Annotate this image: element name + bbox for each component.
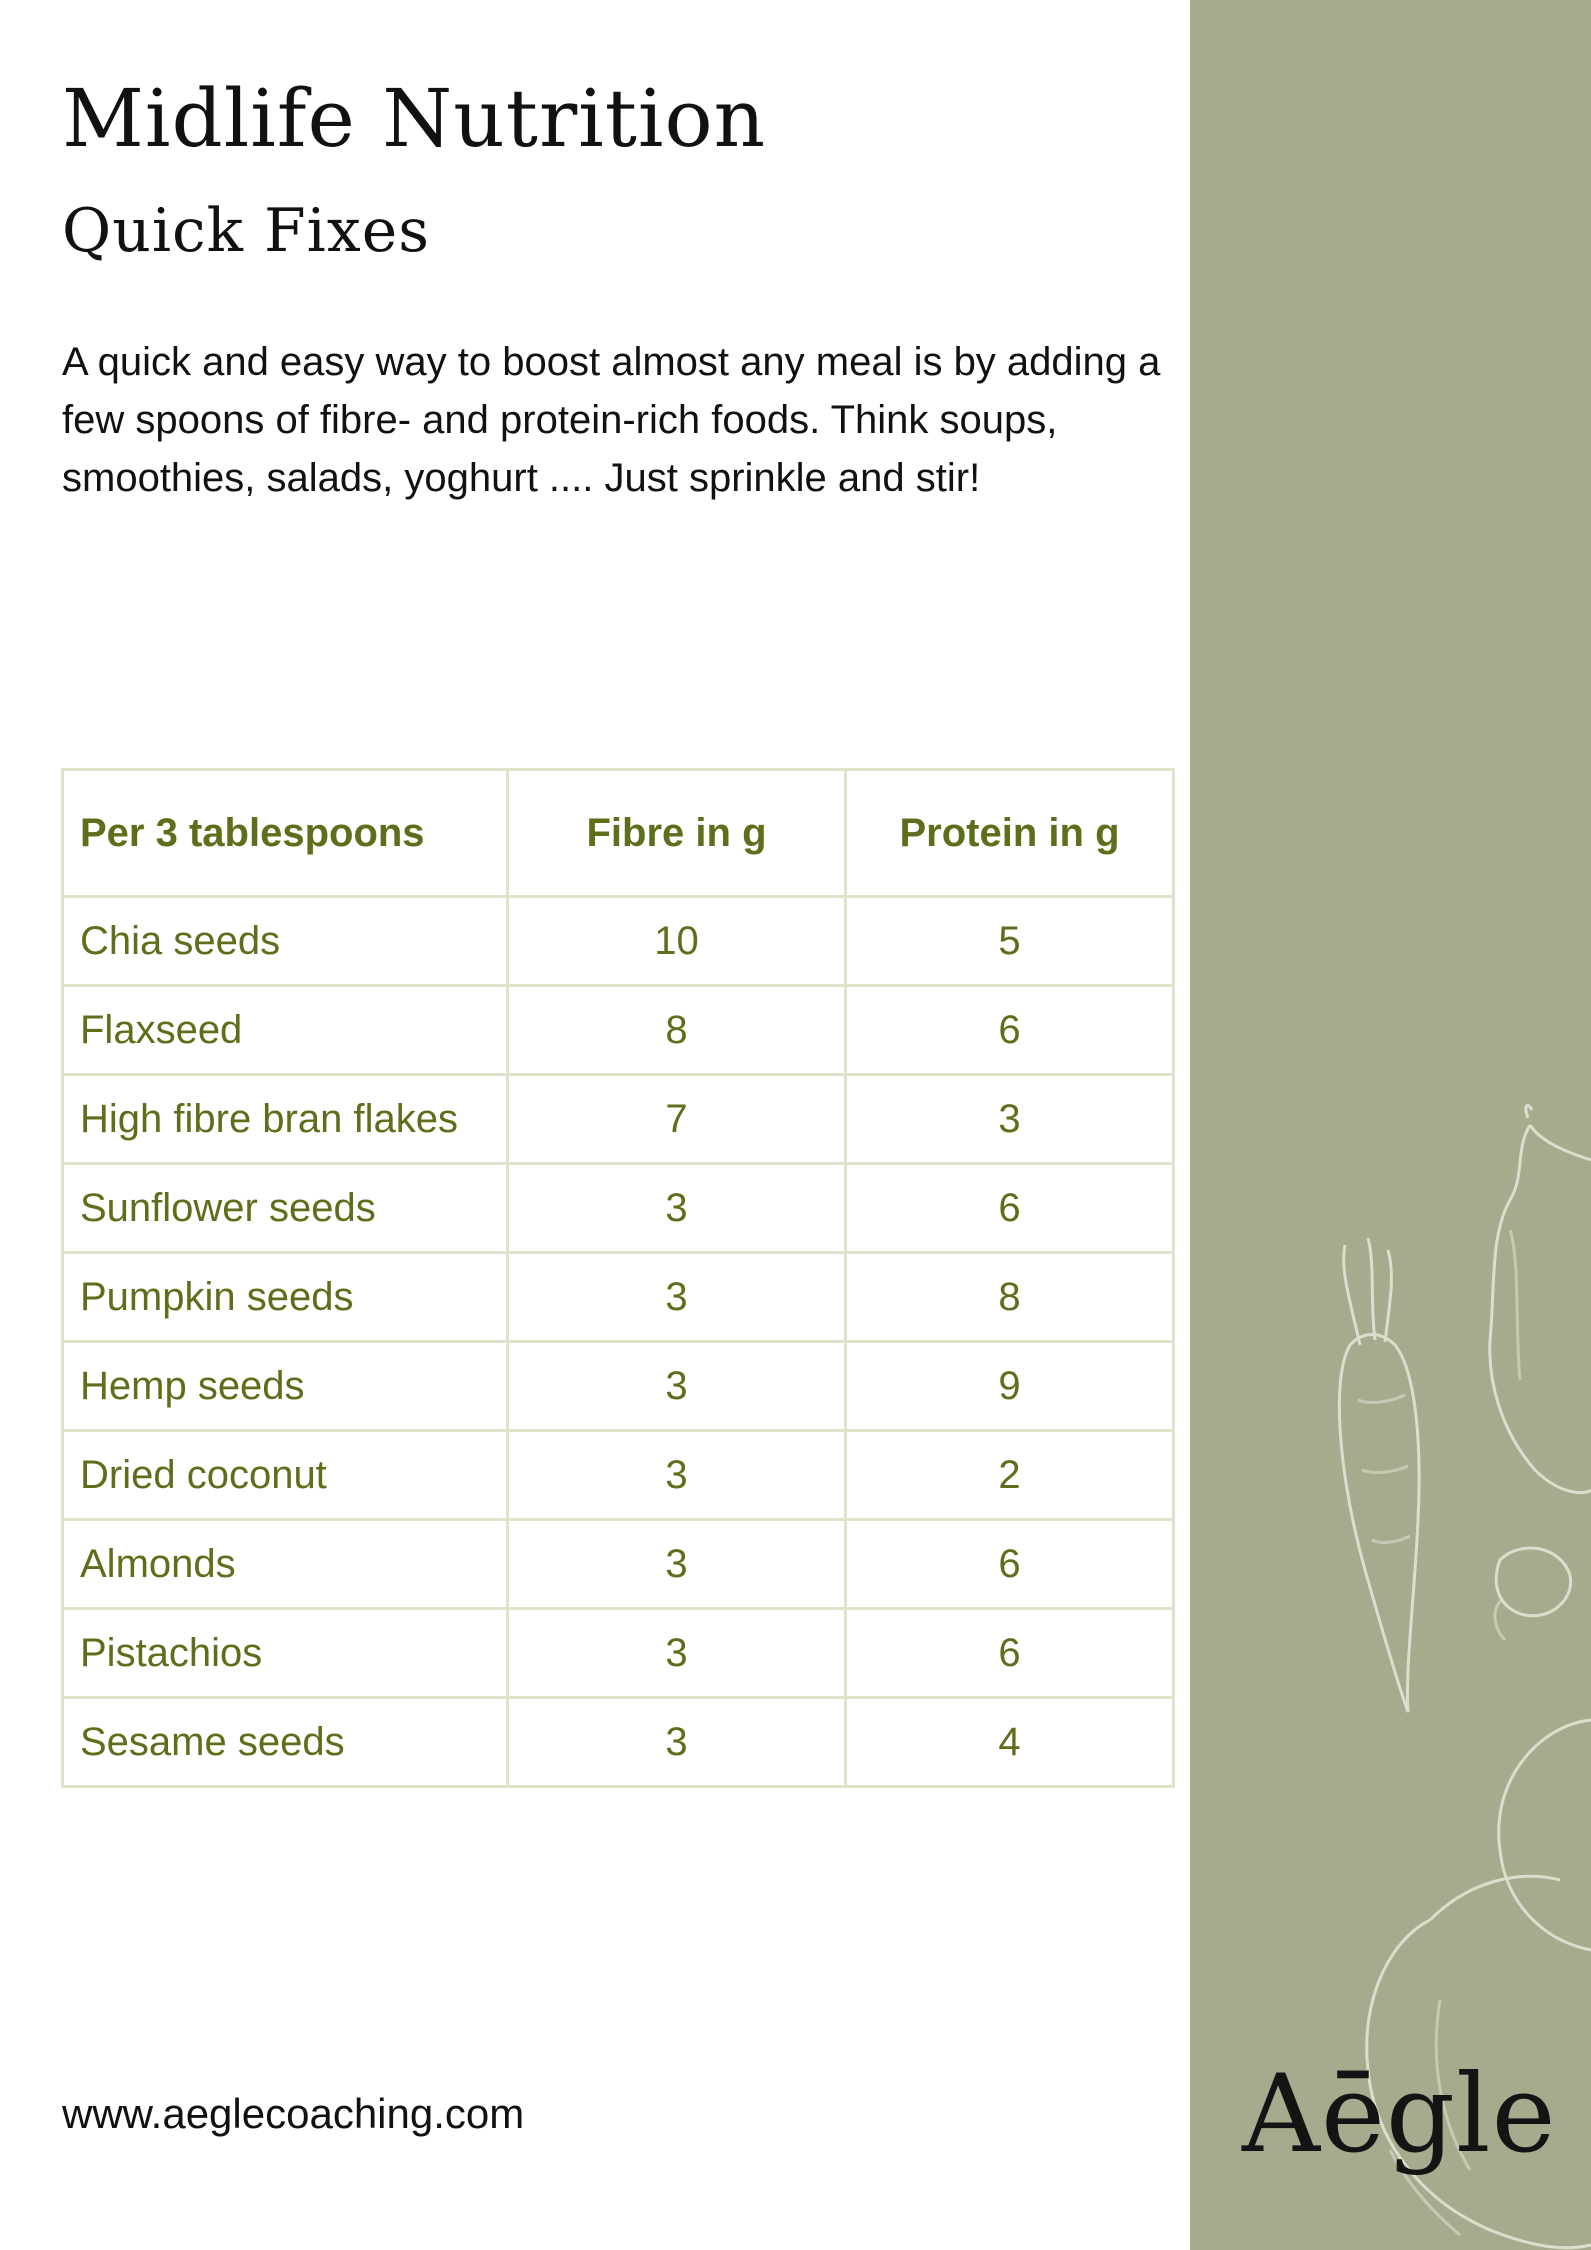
fibre-value: 10 [508, 897, 846, 986]
header-food: Per 3 tablespoons [63, 770, 508, 897]
fibre-value: 8 [508, 986, 846, 1075]
food-name: Pumpkin seeds [63, 1253, 508, 1342]
fibre-value: 3 [508, 1164, 846, 1253]
fibre-value: 3 [508, 1253, 846, 1342]
food-name: Chia seeds [63, 897, 508, 986]
page-subtitle: Quick Fixes [62, 196, 431, 266]
table-row [63, 1342, 1174, 1431]
table-row [63, 1431, 1174, 1520]
website-url: www.aeglecoaching.com [62, 2090, 525, 2137]
table-row [63, 1609, 1174, 1698]
fibre-value: 3 [508, 1609, 846, 1698]
fibre-value: 7 [508, 1075, 846, 1164]
food-name: Hemp seeds [63, 1342, 508, 1431]
fibre-value: 3 [508, 1431, 846, 1520]
protein-value: 6 [846, 1520, 1174, 1609]
header-protein: Protein in g [846, 770, 1174, 897]
protein-value: 4 [846, 1698, 1174, 1787]
food-name: Sunflower seeds [63, 1164, 508, 1253]
protein-value: 8 [846, 1253, 1174, 1342]
food-name: Almonds [63, 1520, 508, 1609]
food-name: High fibre bran flakes [63, 1075, 508, 1164]
table-row [63, 986, 1174, 1075]
brand-logo: Aēgle [1242, 2052, 1557, 2177]
table-row [63, 1698, 1174, 1787]
protein-value: 6 [846, 986, 1174, 1075]
table-row [63, 1164, 1174, 1253]
protein-value: 2 [846, 1431, 1174, 1520]
protein-value: 9 [846, 1342, 1174, 1431]
food-name: Sesame seeds [63, 1698, 508, 1787]
page-title: Midlife Nutrition [62, 72, 767, 165]
table-row [63, 1075, 1174, 1164]
food-name: Flaxseed [63, 986, 508, 1075]
fibre-value: 3 [508, 1520, 846, 1609]
header-fibre: Fibre in g [508, 770, 846, 897]
fibre-value: 3 [508, 1698, 846, 1787]
food-name: Pistachios [63, 1609, 508, 1698]
decorative-side-panel [1190, 0, 1591, 2250]
nutrition-table [61, 768, 1175, 1788]
table-header-row [63, 770, 1174, 897]
protein-value: 5 [846, 897, 1174, 986]
fibre-value: 3 [508, 1342, 846, 1431]
protein-value: 6 [846, 1164, 1174, 1253]
table-row [63, 897, 1174, 986]
protein-value: 6 [846, 1609, 1174, 1698]
table-row [63, 1520, 1174, 1609]
protein-value: 3 [846, 1075, 1174, 1164]
intro-paragraph: A quick and easy way to boost almost any meal is by adding a few spoons of fibre- and protein-rich foods. Think soups, smoothies, salads, yoghurt .... Just sprinkle and stir! [62, 340, 1161, 500]
table-row [63, 1253, 1174, 1342]
food-name: Dried coconut [63, 1431, 508, 1520]
vegetable-illustration-icon [1190, 0, 1591, 2250]
